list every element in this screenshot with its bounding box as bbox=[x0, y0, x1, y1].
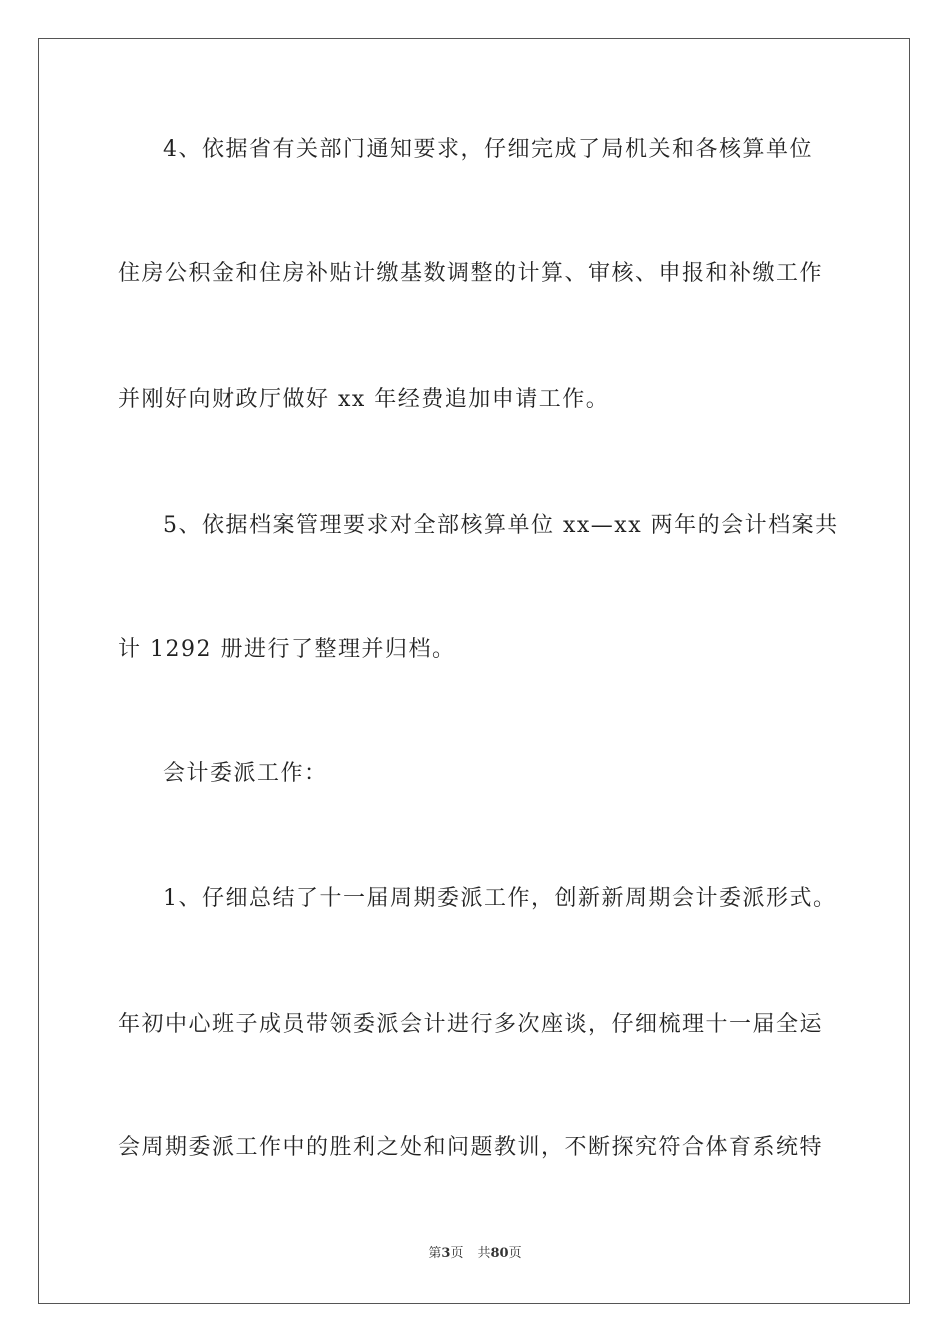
paragraph-line-5: 计 1292 册进行了整理并归档。 bbox=[118, 637, 456, 662]
paragraph-line-4: 5、依据档案管理要求对全部核算单位 xx—xx 两年的会计档案共 bbox=[163, 513, 839, 538]
paragraph-line-1: 4、依据省有关部门通知要求，仔细完成了局机关和各核算单位 bbox=[163, 137, 813, 162]
paragraph-line-8: 年初中心班子成员带领委派会计进行多次座谈，仔细梳理十一届全运 bbox=[118, 1012, 824, 1037]
page-number: 3 bbox=[441, 1246, 451, 1261]
total-prefix: 共 bbox=[477, 1246, 491, 1261]
total-suffix: 页 bbox=[508, 1246, 522, 1261]
paragraph-line-7: 1、仔细总结了十一届周期委派工作，创新新周期会计委派形式。 bbox=[163, 886, 837, 911]
page-footer bbox=[0, 1245, 950, 1263]
paragraph-line-3: 并刚好向财政厅做好 xx 年经费追加申请工作。 bbox=[118, 387, 610, 412]
section-heading: 会计委派工作： bbox=[163, 761, 328, 786]
page-suffix: 页 bbox=[450, 1246, 464, 1261]
paragraph-line-9: 会周期委派工作中的胜利之处和问题教训，不断探究符合体育系统特 bbox=[118, 1135, 824, 1160]
total-pages: 80 bbox=[490, 1246, 509, 1261]
page-border bbox=[38, 38, 910, 1304]
page-prefix: 第 bbox=[428, 1246, 442, 1261]
paragraph-line-2: 住房公积金和住房补贴计缴基数调整的计算、审核、申报和补缴工作 bbox=[118, 261, 824, 286]
